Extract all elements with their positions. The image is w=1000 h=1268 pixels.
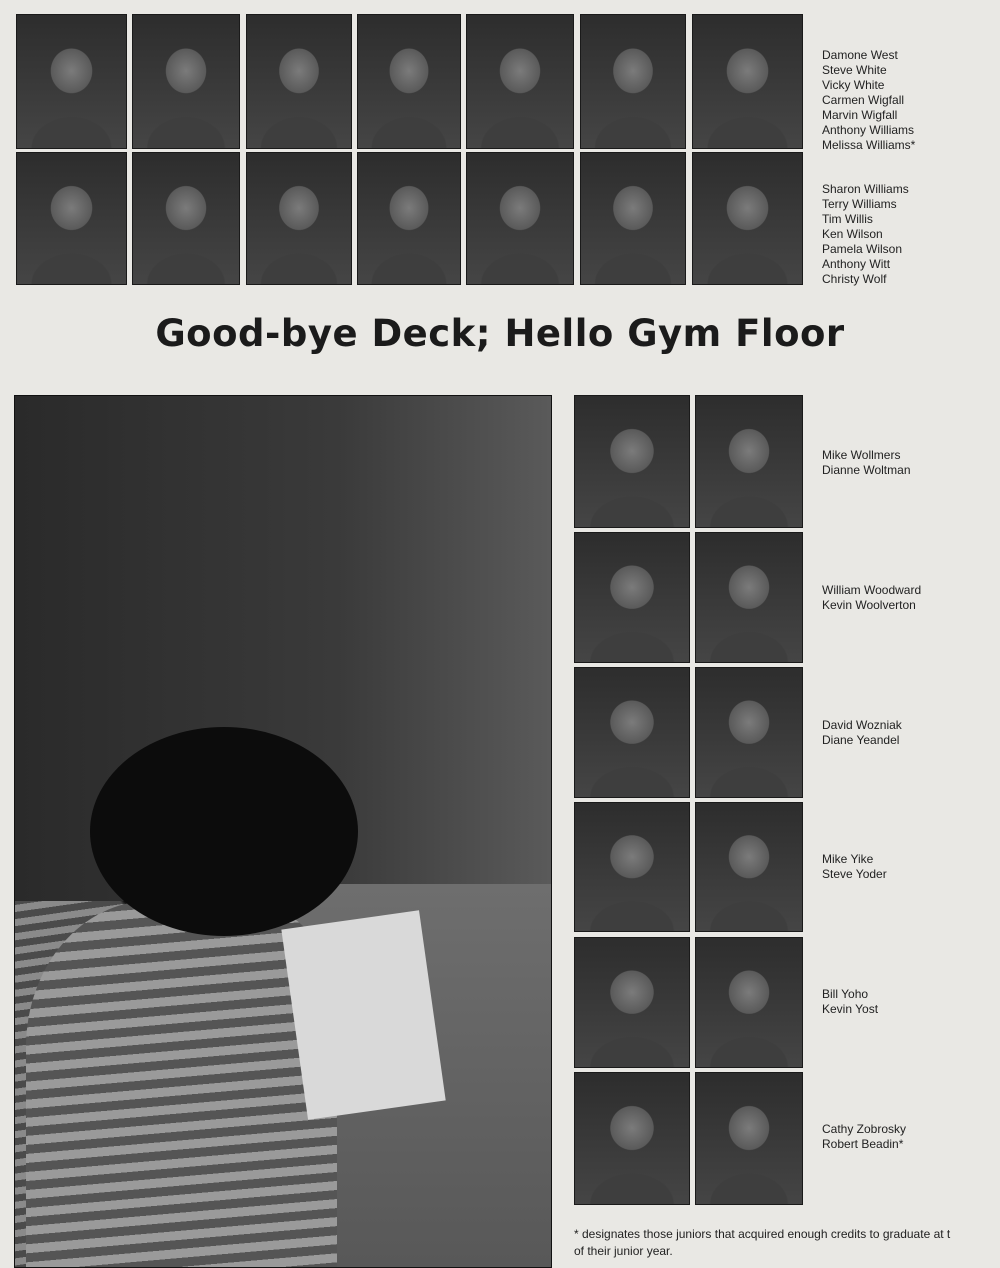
student-name: Kevin Yost	[822, 1002, 879, 1016]
portrait-photo	[466, 14, 574, 149]
portrait-photo	[16, 14, 127, 149]
student-name: Tim Willis	[822, 212, 873, 226]
portrait-photo	[580, 152, 686, 285]
portrait-photo	[357, 152, 461, 285]
portrait-photo	[695, 802, 803, 932]
student-name: Sharon Williams	[822, 182, 909, 196]
photo-hair	[90, 727, 358, 936]
portrait-photo	[574, 667, 690, 798]
student-name: Pamela Wilson	[822, 242, 903, 256]
student-name: David Wozniak	[822, 718, 902, 732]
footnote	[574, 1226, 1000, 1260]
name-pair-3	[822, 718, 902, 748]
portrait-photo	[580, 14, 686, 149]
portrait-photo	[574, 395, 690, 528]
portrait-photo	[16, 152, 127, 285]
student-name: Robert Beadin*	[822, 1137, 904, 1151]
portrait-photo	[692, 152, 803, 285]
student-name: Cathy Zobrosky	[822, 1122, 907, 1136]
page-headline: Good-bye Deck; Hello Gym Floor	[155, 312, 845, 355]
name-pair-2	[822, 583, 921, 613]
student-name: Mike Yike	[822, 852, 874, 866]
portrait-photo	[692, 14, 803, 149]
portrait-photo	[574, 802, 690, 932]
candid-photo	[14, 395, 552, 1268]
student-name: Dianne Woltman	[822, 463, 911, 477]
student-name: Ken Wilson	[822, 227, 883, 241]
portrait-photo	[574, 937, 690, 1068]
portrait-photo	[574, 532, 690, 663]
portrait-photo	[574, 1072, 690, 1205]
name-pair-1	[822, 448, 911, 478]
student-name: Anthony Williams	[822, 123, 915, 137]
photo-paper	[281, 910, 446, 1119]
student-name: Diane Yeandel	[822, 733, 900, 747]
portrait-photo	[695, 1072, 803, 1205]
student-name: Anthony Witt	[822, 257, 891, 271]
portrait-photo	[246, 152, 352, 285]
portrait-photo	[466, 152, 574, 285]
footnote-line: of their junior year.	[574, 1244, 673, 1258]
name-pair-4	[822, 852, 887, 882]
portrait-photo	[695, 532, 803, 663]
name-pair-5	[822, 987, 878, 1017]
name-pair-6	[822, 1122, 906, 1152]
portrait-photo	[695, 937, 803, 1068]
student-name: Steve White	[822, 63, 887, 77]
footnote-line: * designates those juniors that acquired enough credits to graduate at t	[574, 1227, 951, 1241]
portrait-photo	[357, 14, 461, 149]
portrait-photo	[695, 395, 803, 528]
student-name: William Woodward	[822, 583, 922, 597]
student-name: Kevin Woolverton	[822, 598, 916, 612]
student-name: Vicky White	[822, 78, 885, 92]
student-name: Bill Yoho	[822, 987, 869, 1001]
student-name: Damone West	[822, 48, 898, 62]
portrait-photo	[132, 152, 240, 285]
student-name: Christy Wolf	[822, 272, 887, 286]
student-name: Terry Williams	[822, 197, 897, 211]
student-name: Mike Wollmers	[822, 448, 901, 462]
portrait-photo	[246, 14, 352, 149]
name-list-row-1	[822, 48, 915, 153]
student-name: Carmen Wigfall	[822, 93, 905, 107]
portrait-photo	[695, 667, 803, 798]
student-name: Marvin Wigfall	[822, 108, 898, 122]
student-name: Steve Yoder	[822, 867, 887, 881]
name-list-row-2	[822, 182, 909, 287]
portrait-photo	[132, 14, 240, 149]
student-name: Melissa Williams*	[822, 138, 916, 152]
